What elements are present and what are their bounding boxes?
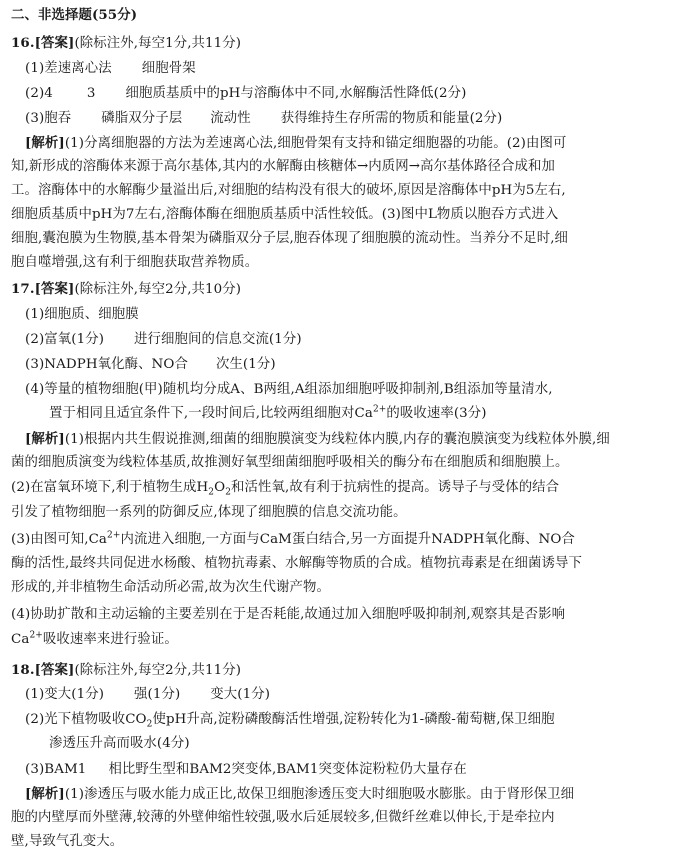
q17-explanation-1-line-1 (25, 429, 610, 450)
q16-explanation-line-2: 知,新形成的溶酶体来源于高尔基体,其内的水解酶由核糖体→内质网→高尔基体路径合成和加 (11, 159, 555, 175)
q18-answer-2-line-2: 渗透压升高而吸水(4分) (49, 736, 190, 752)
q18-number: 18. (11, 661, 35, 678)
q17-a3-part2: 次生(1分) (215, 356, 276, 372)
q17-ex3-text-b: 内流进入细胞,一方面与CaM蛋白结合,另一方面提升NADPH氧化酶、NO合 (120, 532, 575, 548)
q17-header (11, 279, 241, 300)
q16-a2-label: (2) (25, 85, 45, 101)
q16-explanation-line-6: 胞自噬增强,这有利于细胞获取营养物质。 (11, 255, 259, 271)
q18-a3-label: (3) (25, 762, 45, 778)
q16-number: 16. (11, 34, 35, 51)
section-title: 二、非选择题(55分) (11, 7, 138, 23)
q18-header (11, 660, 241, 681)
q17-explanation-2-line-1 (11, 478, 559, 498)
q17-ex2-text-b: O (214, 480, 226, 496)
q18-a1-part3: 变大(1分) (210, 687, 271, 703)
q17-ex3-text-a: (3)由图可知,Ca (11, 532, 108, 548)
q17-a4-text-2b: 的吸收速率(3分) (386, 405, 487, 421)
q17-explanation-2-line-2: 引发了植物细胞一系列的防御反应,体现了细胞膜的信息交流功能。 (11, 505, 407, 521)
q17-answer-4-line-2 (49, 404, 487, 424)
q16-explanation-line-5: 细胞,囊泡膜为生物膜,基本骨架为磷脂双分子层,胞吞体现了细胞膜的流动性。当养分不足时,细 (11, 231, 569, 247)
q17-explanation-4-line-1: (4)协助扩散和主动运输的主要差别在于是否耗能,故通过加入细胞呼吸抑制剂,观察其是否影响 (11, 606, 566, 622)
q17-a4-label: (4) (25, 381, 45, 397)
q16-explanation-tag: [解析] (25, 135, 65, 152)
q18-a2-text-b: 使pH升高,淀粉磷酸酶活性增强,淀粉转化为1-磷酸-葡萄糖,保卫细胞 (152, 712, 555, 728)
q17-a2-part1: 富氧(1分) (44, 331, 105, 347)
q17-explanation-tag: [解析] (25, 430, 65, 447)
q18-answer-tag: [答案] (34, 661, 75, 678)
q16-answer-tag: [答案] (34, 34, 75, 51)
q16-header (11, 33, 241, 54)
q17-ex4-text-a: Ca (11, 631, 30, 647)
q16-a1-part2: 细胞骨架 (141, 60, 196, 76)
q17-answer-1: (1)细胞质、细胞膜 (25, 306, 139, 322)
q16-explanation-line-3: 工。溶酶体中的水解酶少量溢出后,对细胞的结构没有很大的破坏,原因是溶酶体中pH为5左右, (11, 183, 566, 199)
q17-explanation-3-line-3: 形成的,并非植物生命活动所必需,故为次生代谢产物。 (11, 580, 330, 596)
q16-a3-label: (3) (25, 110, 45, 126)
q18-explanation-line-2: 胞的内壁厚而外壁薄,较薄的外壁伸缩性较强,吸水后延展较多,但微纤丝难以伸长,于是牵拉内 (11, 810, 555, 825)
q17-number: 17. (11, 281, 35, 298)
q18-a3-part2: 相比野生型和BAM2突变体,BAM1突变体淀粉粒仍大量存在 (108, 762, 467, 778)
q17-ex3-superscript: 2+ (107, 530, 121, 541)
q17-answer-3 (25, 355, 276, 375)
q17-ex4-text-b: 吸收速率来进行验证。 (42, 631, 178, 647)
q17-explanation-3-line-1 (11, 530, 575, 550)
q16-ex-text-1: (1)分离细胞器的方法为差速离心法,细胞骨架有支持和锚定细胞器的功能。(2)由图可 (64, 136, 567, 152)
q17-explanation-1-line-2: 菌的细胞质演变为线粒体基质,故推测好氧型细菌细胞呼吸相关的酶分布在细胞质和细胞膜上。 (11, 454, 569, 470)
q17-answer-4-line-1 (25, 380, 553, 400)
q17-ex2-sub-2: 2 (225, 488, 232, 499)
q18-a1-part2: 强(1分) (134, 687, 181, 703)
q18-answer-1 (25, 685, 270, 705)
q17-ex2-sub-1: 2 (208, 488, 215, 499)
q18-explanation-tag: [解析] (25, 786, 65, 803)
q18-a3-part1: BAM1 (44, 762, 87, 778)
q16-a1-part1: 差速离心法 (44, 60, 112, 76)
q17-explanation-4-line-2 (11, 630, 178, 650)
q17-answer-tag: [答案] (34, 281, 75, 298)
q18-a1-label: (1) (25, 687, 45, 703)
q17-ex2-text-c: 和活性氧,故有利于抗病性的提高。诱导子与受体的结合 (231, 480, 560, 496)
q18-explanation-line-1 (25, 784, 574, 805)
q16-a2-part3: 细胞质基质中的pH与溶酶体中不同,水解酶活性降低(2分) (125, 85, 467, 101)
q16-scoring-note: (除标注外,每空1分,共11分) (74, 35, 242, 51)
q16-answer-2 (25, 84, 466, 104)
q18-ex-text-1: (1)渗透压与吸水能力成正比,故保卫细胞渗透压变大时细胞吸水膨胀。由于肾形保卫细 (64, 787, 575, 803)
q16-a3-part2: 磷脂双分子层 (101, 110, 183, 126)
q17-ex2-text-a: (2)在富氧环境下,利于植物生成H (11, 480, 209, 496)
q17-ex1-text-1: (1)根据内共生假说推测,细菌的细胞膜演变为线粒体内膜,内存的囊泡膜演变为线粒体外膜,细 (64, 431, 610, 447)
q16-a2-part1: 4 (44, 85, 53, 101)
q16-a3-part4: 获得维持生存所需的物质和能量(2分) (280, 110, 503, 126)
q16-answer-1 (25, 59, 196, 79)
q16-a2-part2: 3 (86, 85, 96, 101)
q17-a2-label: (2) (25, 331, 45, 347)
q17-scoring-note: (除标注外,每空2分,共10分) (74, 282, 242, 298)
q17-a4-text-2a: 置于相同且适宜条件下,一段时间后,比较两组细胞对Ca (49, 405, 373, 421)
q17-a3-part1: NADPH氧化酶、NO合 (44, 356, 188, 372)
q17-answer-2 (25, 330, 302, 350)
q18-answer-2-line-1 (25, 710, 555, 730)
q18-a2-sub: 2 (146, 719, 153, 730)
q16-a1-label: (1) (25, 60, 45, 76)
q18-answer-3 (25, 760, 467, 780)
q17-a2-part2: 进行细胞间的信息交流(1分) (134, 331, 302, 347)
q17-a4-text-1: 等量的植物细胞(甲)随机均分成A、B两组,A组添加细胞呼吸抑制剂,B组添加等量清水, (44, 381, 553, 397)
q16-explanation-line-4: 细胞质基质中pH为7左右,溶酶体酶在细胞质基质中活性较低。(3)图中L物质以胞吞方式进入 (11, 207, 559, 223)
q18-a2-text-a: (2)光下植物吸收CO (25, 712, 147, 728)
q17-a4-superscript: 2+ (372, 404, 387, 415)
q16-a3-part1: 胞吞 (44, 110, 72, 126)
q18-scoring-note: (除标注外,每空2分,共11分) (74, 662, 242, 678)
q17-a3-label: (3) (25, 356, 45, 372)
q16-a3-part3: 流动性 (210, 110, 251, 126)
q16-explanation-line-1 (25, 133, 566, 154)
q18-a1-part1: 变大(1分) (44, 687, 105, 703)
q17-explanation-3-line-2: 酶的活性,最终共同促进水杨酸、植物抗毒素、水解酶等物质的合成。植物抗毒素是在细菌诱导下 (11, 556, 582, 572)
q17-ex4-superscript: 2+ (29, 630, 43, 641)
q18-explanation-line-3: 壁,导致气孔变大。 (11, 834, 124, 849)
q16-answer-3 (25, 109, 502, 129)
